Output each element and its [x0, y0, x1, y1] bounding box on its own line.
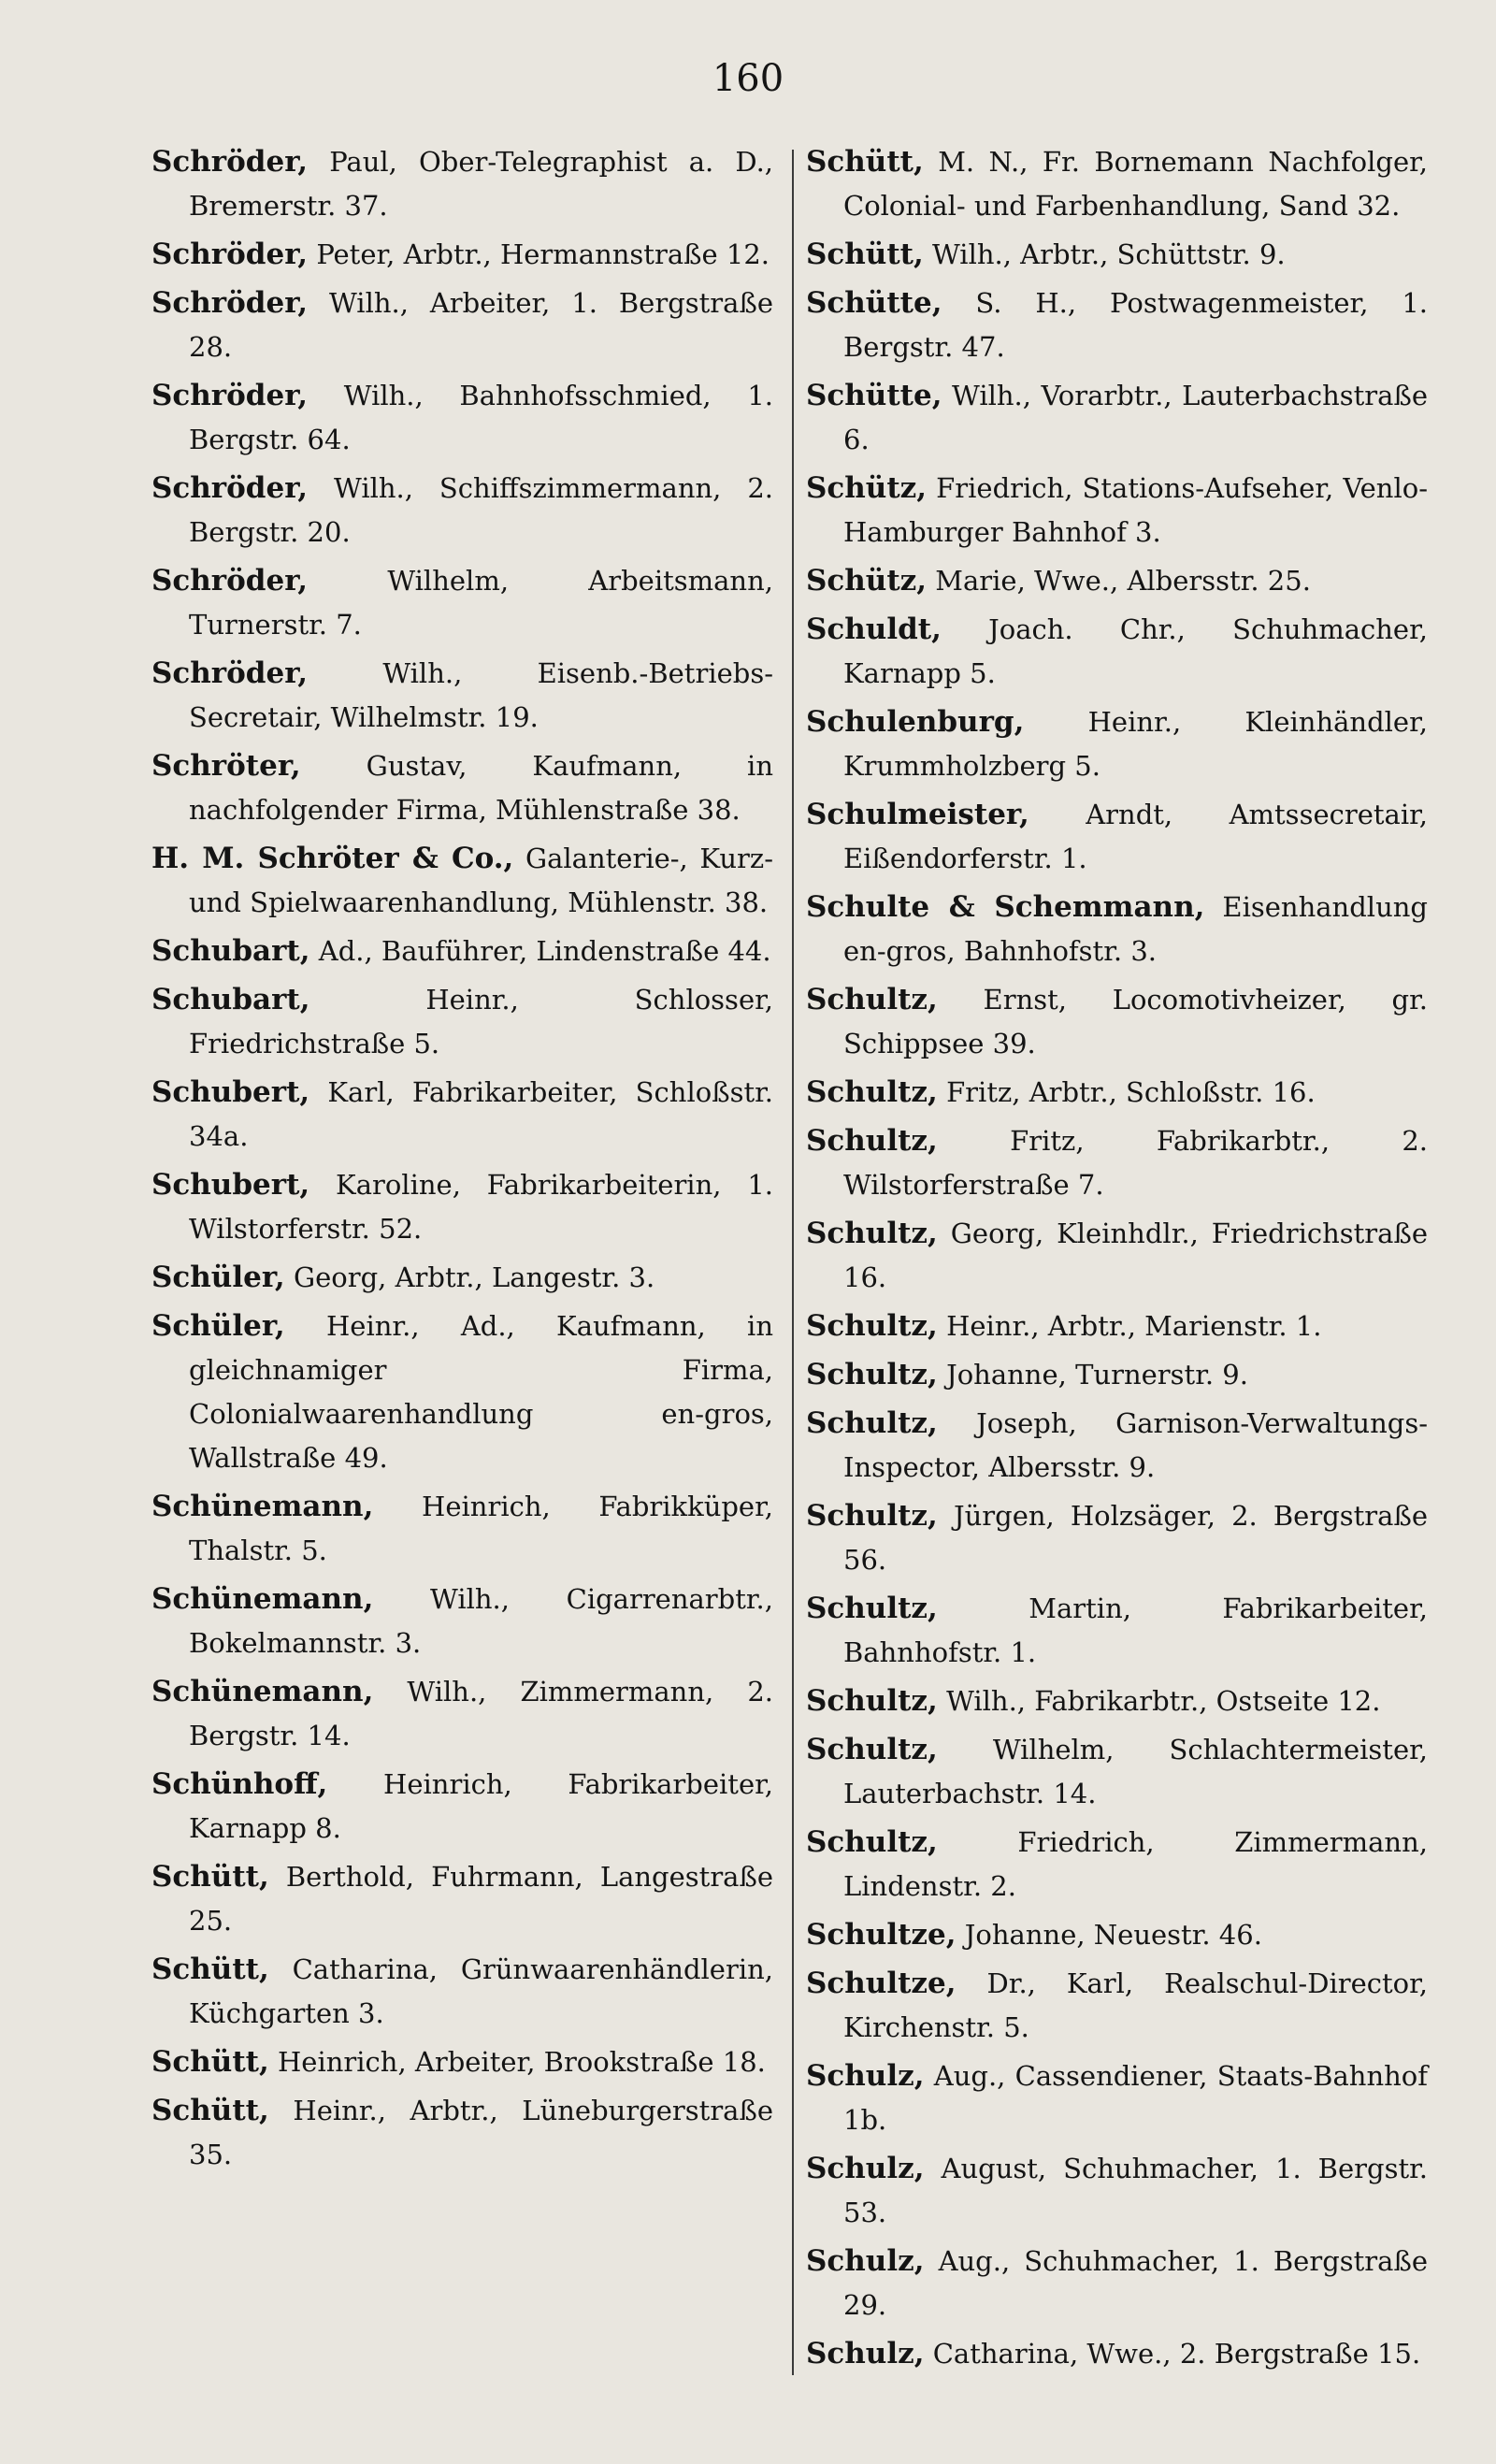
entry-details: Marie, Wwe., Albersstr. 25.: [935, 565, 1311, 597]
entry-details: Wilhelm, Schlachtermeister, Lauterbachstr. 14.: [843, 1734, 1428, 1809]
directory-entry: [151, 929, 773, 973]
entry-details: Aug., Schuhmacher, 1. Bergstraße 29.: [843, 2245, 1428, 2321]
directory-entry: [806, 559, 1428, 603]
entry-details: Heinr., Arbtr., Marienstr. 1.: [946, 1310, 1322, 1342]
entry-name: Schubart,: [151, 934, 310, 968]
entry-details: Wilh., Arbeiter, 1. Bergstraße 28.: [189, 287, 773, 363]
entry-name: Schütte,: [806, 286, 942, 320]
entry-name: Schünemann,: [151, 1582, 374, 1616]
entry-details: Georg, Kleinhdlr., Friedrichstraße 16.: [843, 1218, 1428, 1293]
entry-details: Catharina, Wwe., 2. Bergstraße 15.: [932, 2338, 1421, 2370]
directory-entry: [806, 2332, 1428, 2376]
directory-entry: [806, 1071, 1428, 1115]
entry-details: Wilh., Cigarrenarbtr., Bokelmannstr. 3.: [189, 1583, 773, 1659]
entry-name: Schröder,: [151, 238, 309, 271]
entry-details: Martin, Fabrikarbeiter, Bahnhofstr. 1.: [843, 1592, 1428, 1668]
entry-details: M. N., Fr. Bornemann Nachfolger, Colonial- und Farbenhandlung, Sand 32.: [843, 146, 1429, 222]
directory-entry: [806, 1212, 1428, 1300]
entry-details: Johanne, Turnerstr. 9.: [946, 1359, 1248, 1391]
entry-name: Schultz,: [806, 1592, 938, 1625]
entry-name: Schulte & Schemmann,: [806, 890, 1205, 924]
directory-entry: [151, 1670, 773, 1758]
entry-name: Schütt,: [151, 2045, 269, 2079]
entry-details: Eisenhandlung en-gros, Bahnhofstr. 3.: [843, 891, 1428, 967]
entry-name: Schultze,: [806, 1918, 957, 1952]
entry-name: Schröder,: [151, 286, 309, 320]
page-number: 160: [712, 57, 784, 100]
entry-name: Schulz,: [806, 2152, 925, 2185]
entry-details: Wilh., Bahnhofsschmied, 1. Bergstr. 64.: [189, 380, 774, 455]
entry-name: Schultz,: [806, 1358, 938, 1391]
entry-details: S. H., Postwagenmeister, 1. Bergstr. 47.: [843, 287, 1428, 363]
entry-name: Schultz,: [806, 1733, 938, 1766]
entry-details: Joach. Chr., Schuhmacher, Karnapp 5.: [843, 613, 1428, 689]
entry-name: Schubert,: [151, 1075, 310, 1109]
entry-details: Fritz, Fabrikarbtr., 2. Wilstorferstraße 7.: [843, 1125, 1429, 1201]
entry-name: Schultz,: [806, 1124, 938, 1158]
directory-entry: [806, 1353, 1428, 1397]
left-column: [151, 140, 773, 2182]
entry-name: Schröder,: [151, 471, 309, 505]
directory-entry: [806, 793, 1428, 881]
directory-entry: [806, 374, 1428, 462]
entry-details: Ernst, Locomotivheizer, gr. Schippsee 39.: [843, 984, 1429, 1059]
entry-name: H. M. Schröter & Co.,: [151, 842, 514, 875]
directory-entry: [151, 652, 773, 740]
directory-entry: [806, 2054, 1428, 2142]
entry-details: Dr., Karl, Realschul-Director, Kirchenstr. 5.: [843, 1967, 1428, 2043]
entry-name: Schünemann,: [151, 1675, 374, 1708]
directory-entry: [151, 1256, 773, 1300]
directory-entry: [151, 744, 773, 832]
directory-entry: [151, 1578, 773, 1665]
entry-name: Schröter,: [151, 749, 301, 783]
entry-name: Schultz,: [806, 1309, 938, 1343]
entry-name: Schütt,: [806, 145, 924, 179]
entry-details: Friedrich, Stations-Aufseher, Venlo-Hamburger Bahnhof 3.: [843, 472, 1428, 548]
entry-name: Schütt,: [151, 1860, 269, 1894]
entry-name: Schünemann,: [151, 1490, 374, 1523]
entry-details: Jürgen, Holzsäger, 2. Bergstraße 56.: [843, 1500, 1428, 1576]
entry-name: Schultz,: [806, 1217, 938, 1250]
entry-name: Schüler,: [151, 1261, 285, 1294]
directory-entry: [151, 1071, 773, 1159]
directory-entry: [806, 2147, 1428, 2235]
entry-details: Wilh., Schiffszimmermann, 2. Bergstr. 20.: [189, 472, 773, 548]
directory-entry: [151, 467, 773, 555]
directory-entry: [151, 281, 773, 369]
entry-details: Berthold, Fuhrmann, Langestraße 25.: [189, 1861, 774, 1937]
right-column: [806, 140, 1428, 2381]
entry-name: Schuldt,: [806, 612, 942, 646]
entry-name: Schütz,: [806, 471, 928, 505]
directory-entry: [151, 1763, 773, 1851]
entry-name: Schröder,: [151, 145, 309, 179]
directory-entry: [806, 1962, 1428, 2050]
directory-entry: [806, 1402, 1428, 1490]
directory-entry: [806, 2240, 1428, 2327]
entry-name: Schubert,: [151, 1168, 310, 1202]
directory-entry: [806, 886, 1428, 973]
directory-entry: [151, 1485, 773, 1573]
entry-details: Wilh., Zimmermann, 2. Bergstr. 14.: [189, 1676, 773, 1751]
entry-name: Schultz,: [806, 1825, 938, 1859]
directory-entry: [151, 374, 773, 462]
directory-entry: [806, 467, 1428, 555]
entry-details: Heinr., Kleinhändler, Krummholzberg 5.: [843, 706, 1428, 782]
entry-name: Schultz,: [806, 1499, 938, 1533]
entry-details: Wilh., Arbtr., Schüttstr. 9.: [932, 238, 1286, 270]
directory-entry: [806, 978, 1428, 1066]
directory-entry: [151, 2040, 773, 2084]
entry-name: Schütt,: [151, 1952, 269, 1986]
directory-entry: [806, 1119, 1428, 1207]
directory-entry: [151, 1163, 773, 1251]
directory-entry: [806, 1304, 1428, 1348]
directory-entry: [151, 1304, 773, 1480]
column-divider: [792, 150, 794, 2375]
directory-entry: [806, 140, 1428, 228]
entry-name: Schulz,: [806, 2337, 925, 2370]
entry-name: Schulz,: [806, 2059, 925, 2093]
entry-details: Gustav, Kaufmann, in nachfolgender Firma, Mühlenstraße 38.: [189, 750, 773, 826]
entry-name: Schultz,: [806, 1684, 938, 1718]
directory-entry: [151, 1855, 773, 1943]
entry-name: Schultze,: [806, 1967, 957, 2000]
entry-name: Schultz,: [806, 1406, 938, 1440]
entry-details: Arndt, Amtssecretair, Eißendorferstr. 1.: [843, 799, 1428, 874]
entry-details: Wilh., Eisenb.-Betriebs-Secretair, Wilhelmstr. 19.: [189, 657, 773, 733]
entry-details: Joseph, Garnison-Verwaltungs-Inspector, Albersstr. 9.: [843, 1407, 1429, 1483]
entry-details: Catharina, Grünwaarenhändlerin, Küchgarten 3.: [189, 1953, 773, 2029]
directory-entry: [806, 1679, 1428, 1723]
directory-entry: [151, 233, 773, 277]
entry-name: Schultz,: [806, 1075, 938, 1109]
entry-name: Schütz,: [806, 564, 928, 598]
entry-details: Heinrich, Fabrikarbeiter, Karnapp 8.: [189, 1768, 774, 1844]
entry-name: Schüler,: [151, 1309, 285, 1343]
directory-entry: [806, 281, 1428, 369]
entry-name: Schubart,: [151, 983, 310, 1016]
directory-entry: [806, 1728, 1428, 1816]
directory-entry: [151, 837, 773, 925]
directory-entry: [806, 1913, 1428, 1957]
entry-details: Karl, Fabrikarbeiter, Schloßstr. 34a.: [189, 1076, 773, 1152]
entry-details: Heinr., Arbtr., Lüneburgerstraße 35.: [189, 2095, 773, 2170]
entry-name: Schulenburg,: [806, 705, 1025, 739]
entry-details: Paul, Ober-Telegraphist a. D., Bremerstr. 37.: [189, 146, 773, 222]
entry-details: Heinr., Ad., Kaufmann, in gleichnamiger Firma, Colonialwaarenhandlung en-gros, Wallstraße 49.: [189, 1310, 774, 1474]
directory-entry: [151, 1948, 773, 2036]
entry-name: Schulz,: [806, 2244, 925, 2278]
directory-entry: [806, 233, 1428, 277]
entry-name: Schütte,: [806, 379, 942, 412]
entry-details: Fritz, Arbtr., Schloßstr. 16.: [946, 1076, 1316, 1108]
entry-details: Peter, Arbtr., Hermannstraße 12.: [316, 238, 770, 270]
entry-name: Schütt,: [806, 238, 924, 271]
directory-entry: [151, 978, 773, 1066]
entry-details: Wilh., Fabrikarbtr., Ostseite 12.: [946, 1685, 1381, 1717]
entry-details: Galanterie-, Kurz- und Spielwaarenhandlung, Mühlenstr. 38.: [189, 843, 773, 918]
entry-details: Heinrich, Arbeiter, Brookstraße 18.: [278, 2046, 766, 2078]
entry-details: Heinr., Schlosser, Friedrichstraße 5.: [189, 984, 773, 1059]
entry-details: Friedrich, Zimmermann, Lindenstr. 2.: [843, 1826, 1428, 1902]
entry-name: Schröder,: [151, 379, 309, 412]
entry-details: Heinrich, Fabrikküper, Thalstr. 5.: [189, 1491, 773, 1566]
entry-name: Schröder,: [151, 564, 309, 598]
entry-details: Wilh., Vorarbtr., Lauterbachstraße 6.: [843, 380, 1428, 455]
entry-details: Karoline, Fabrikarbeiterin, 1. Wilstorferstr. 52.: [189, 1169, 773, 1245]
entry-details: Johanne, Neuestr. 46.: [964, 1919, 1262, 1951]
directory-entry: [806, 608, 1428, 696]
entry-details: Ad., Bauführer, Lindenstraße 44.: [318, 935, 771, 967]
entry-details: Aug., Cassendiener, Staats-Bahnhof 1b.: [843, 2060, 1428, 2136]
entry-name: Schütt,: [151, 2094, 269, 2127]
entry-name: Schröder,: [151, 656, 309, 690]
directory-entry: [806, 700, 1428, 788]
entry-details: Georg, Arbtr., Langestr. 3.: [293, 1261, 655, 1293]
entry-details: August, Schuhmacher, 1. Bergstr. 53.: [843, 2153, 1428, 2228]
directory-entry: [151, 559, 773, 647]
directory-entry: [806, 1494, 1428, 1582]
directory-entry: [806, 1587, 1428, 1675]
directory-entry: [806, 1821, 1428, 1909]
entry-name: Schulmeister,: [806, 798, 1029, 831]
entry-details: Wilhelm, Arbeitsmann, Turnerstr. 7.: [189, 565, 773, 641]
entry-name: Schultz,: [806, 983, 938, 1016]
directory-entry: [151, 2089, 773, 2177]
directory-entry: [151, 140, 773, 228]
entry-name: Schünhoff,: [151, 1767, 328, 1801]
